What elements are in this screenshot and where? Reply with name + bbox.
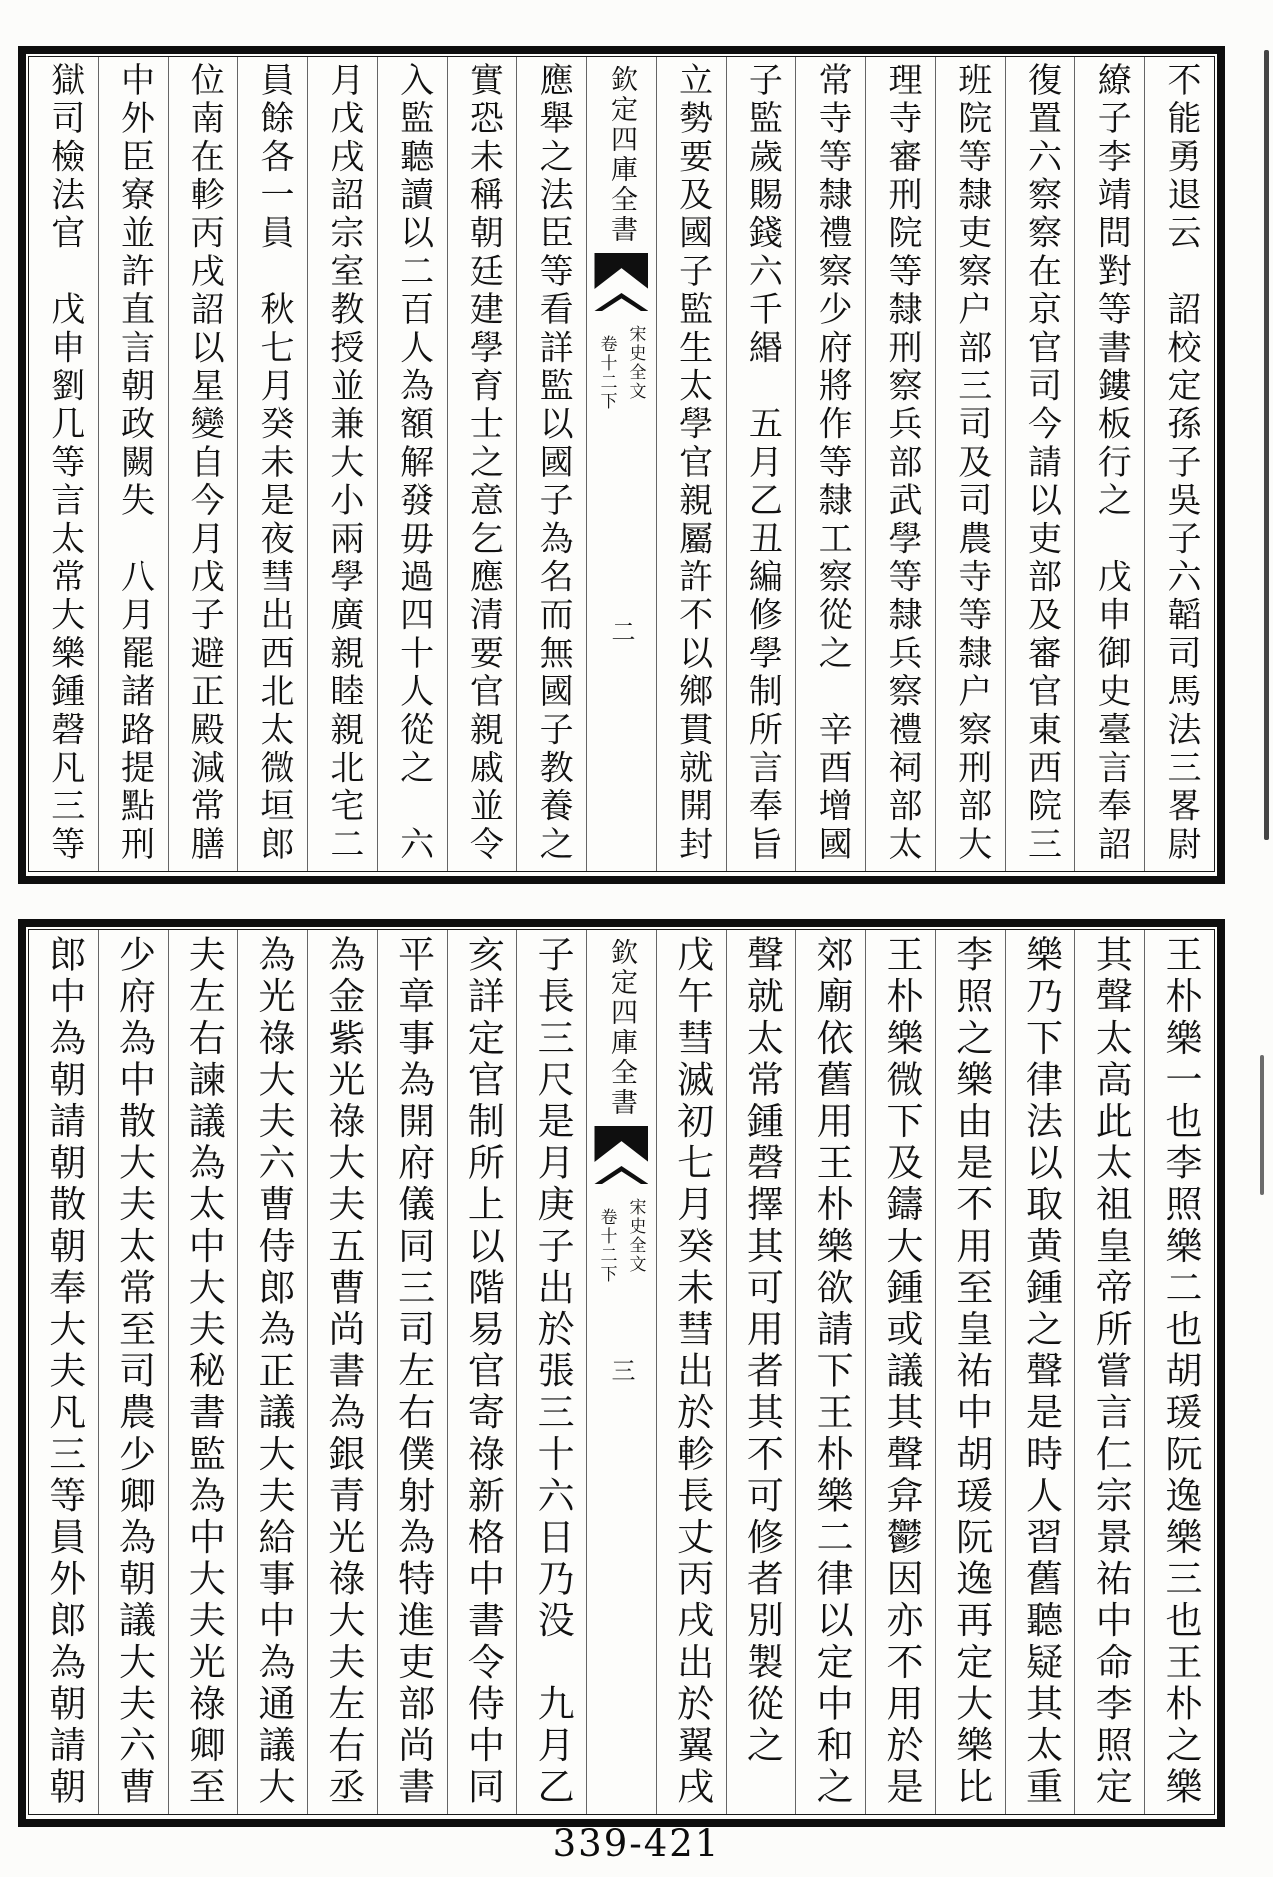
text-column: 子長三尺是月庚子出於張三十六日乃没 九月乙 bbox=[516, 930, 586, 1814]
text-column: 平章事為開府儀同三司左右僕射為特進吏部尚書 bbox=[377, 930, 447, 1814]
book-title: 宋史全文 bbox=[625, 1198, 646, 1274]
text-column: 聲就太常鍾磬擇其可用者其不可修者別製從之 bbox=[726, 930, 796, 1814]
text-column: 中外臣寮並許直言朝政闕失 八月罷諸路提點刑 bbox=[98, 57, 168, 871]
fishtail-ornament-icon bbox=[594, 1126, 648, 1184]
chapter-label: 卷十二下 bbox=[596, 1208, 617, 1284]
text-column: 入監聽讀以二百人為額解發毋過四十人從之 六 bbox=[377, 57, 447, 871]
top-page-frame bbox=[18, 46, 1225, 884]
text-column: 獄司檢法官 戊申劉几等言太常大樂鍾磬凡三等 bbox=[44, 62, 85, 865]
text-column: 繚子李靖問對等書鏤板行之 戊申御史臺言奉詔 bbox=[1074, 57, 1144, 871]
text-column: 郎中為朝請朝散朝奉大夫凡三等員外郎為朝請朝 bbox=[42, 935, 86, 1809]
text-column: 實恐未稱朝廷建學育士之意乞應清要官親戚並令 bbox=[447, 57, 517, 871]
top-page-columns bbox=[29, 57, 1214, 871]
footer-page-label: 339-421 bbox=[552, 1822, 721, 1865]
text-column: 為金紫光祿大夫五曹尚書為銀青光祿大夫左右丞 bbox=[307, 930, 377, 1814]
text-column: 復置六察察在京官司今請以吏部及審官東西院三 bbox=[1005, 57, 1075, 871]
page-number: 二 bbox=[606, 619, 635, 648]
text-column: 郊廟依舊用王朴樂欲請下王朴樂二律以定中和之 bbox=[795, 930, 865, 1814]
text-column: 夫左右諫議為太中大夫秘書監為中大夫光祿卿至 bbox=[168, 930, 238, 1814]
bottom-page-columns bbox=[29, 930, 1214, 1814]
scan-artifact bbox=[1260, 1055, 1264, 1195]
bottom-page-inner-border bbox=[28, 929, 1215, 1815]
center-title-column bbox=[586, 57, 656, 871]
siku-quanshu-title: 欽定四庫全書 bbox=[605, 938, 637, 1118]
scan-artifact bbox=[1264, 50, 1269, 840]
text-column: 員餘各一員 秋七月癸未是夜彗出西北太微垣郎 bbox=[237, 57, 307, 871]
text-column: 子監歲賜錢六千緡 五月乙丑編修學制所言奉旨 bbox=[726, 57, 796, 871]
text-column: 李照之樂由是不用至皇祐中胡瑗阮逸再定大樂比 bbox=[935, 930, 1005, 1814]
text-column: 其聲太高此太祖皇帝所嘗言仁宗景祐中命李照定 bbox=[1074, 930, 1144, 1814]
text-column: 不能勇退云 詔校定孫子吳子六韜司馬法三畧尉 bbox=[1144, 57, 1214, 871]
text-column: 少府為中散大夫太常至司農少卿為朝議大夫六曹 bbox=[98, 930, 168, 1814]
text-column: 應舉之法臣等看詳監以國子為名而無國子教養之 bbox=[516, 57, 586, 871]
running-title bbox=[594, 1198, 648, 1284]
text-column: 班院等隸吏察户部三司及司農寺等隸户察刑部大 bbox=[935, 57, 1005, 871]
text-column: 常寺等隸禮察少府將作等隸工察從之 辛酉增國 bbox=[795, 57, 865, 871]
chapter-label: 卷十二下 bbox=[596, 335, 617, 411]
center-title-column bbox=[586, 930, 656, 1814]
fishtail-ornament-icon bbox=[594, 253, 648, 311]
running-title bbox=[594, 325, 648, 411]
page-number: 三 bbox=[606, 1358, 635, 1387]
siku-quanshu-title: 欽定四庫全書 bbox=[605, 65, 637, 245]
bottom-page-frame bbox=[18, 919, 1225, 1827]
text-column: 亥詳定官制所上以階易官寄祿新格中書令侍中同 bbox=[447, 930, 517, 1814]
text-column: 戊午彗滅初七月癸未彗出於軫長丈丙戌出於翼戌 bbox=[656, 930, 726, 1814]
text-column: 位南在軫丙戌詔以星變自今月戊子避正殿減常膳 bbox=[168, 57, 238, 871]
book-title: 宋史全文 bbox=[625, 325, 646, 401]
text-column: 月戊戌詔宗室教授並兼大小兩學廣親睦親北宅二 bbox=[307, 57, 377, 871]
text-column: 樂乃下律法以取黄鍾之聲是時人習舊聽疑其太重 bbox=[1005, 930, 1075, 1814]
text-column: 為光祿大夫六曹侍郎為正議大夫給事中為通議大 bbox=[237, 930, 307, 1814]
text-column: 王朴樂一也李照樂二也胡瑗阮逸樂三也王朴之樂 bbox=[1144, 930, 1214, 1814]
text-column: 王朴樂微下及鑄大鍾或議其聲弇鬱因亦不用於是 bbox=[865, 930, 935, 1814]
top-page-inner-border bbox=[28, 56, 1215, 872]
text-column: 立勢要及國子監生太學官親屬許不以鄉貫就開封 bbox=[656, 57, 726, 871]
text-column: 理寺審刑院等隸刑察兵部武學等隸兵察禮祠部太 bbox=[865, 57, 935, 871]
